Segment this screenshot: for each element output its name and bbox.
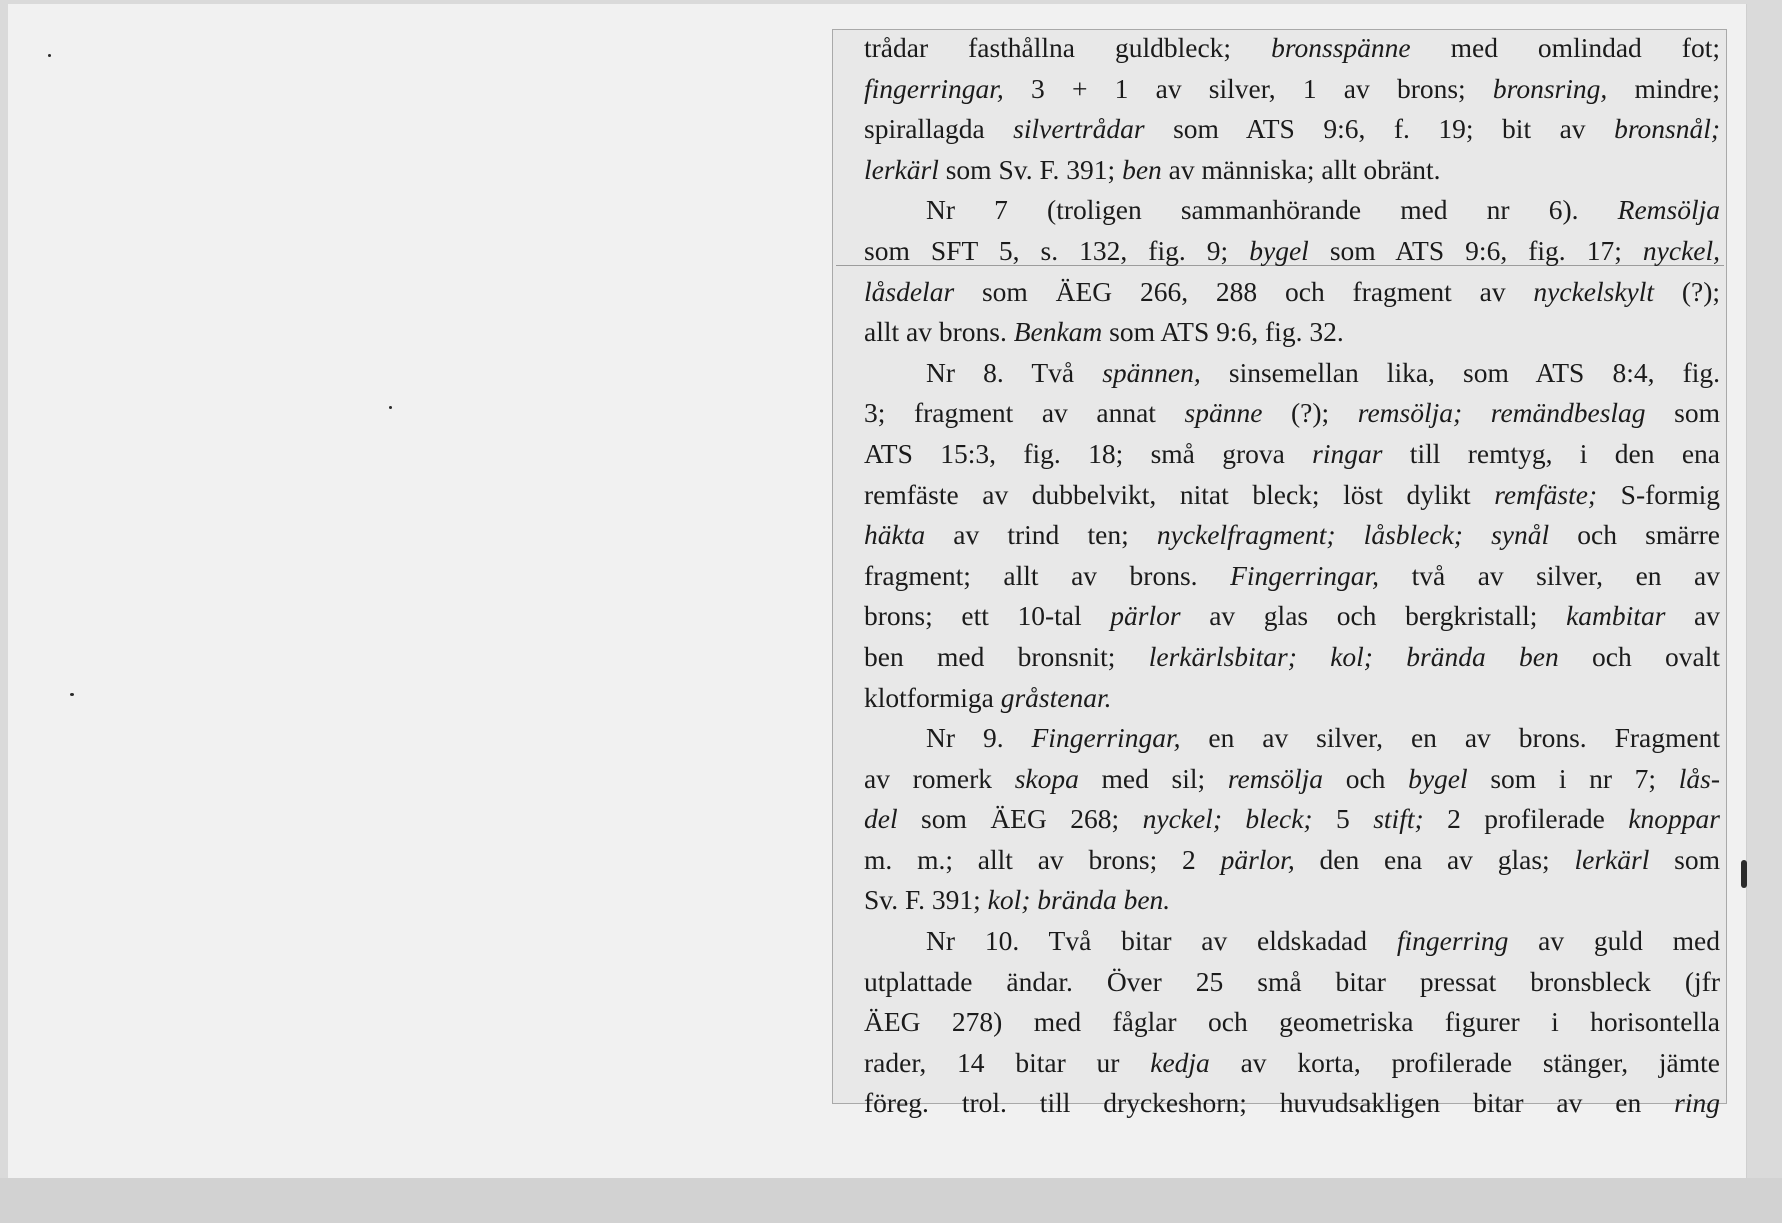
text-run: Nr 9. (926, 722, 1032, 754)
italic-term: bronsring, (1492, 72, 1608, 104)
italic-term: lerkärl (1574, 843, 1650, 875)
italic-term: bronsnål; (1614, 113, 1721, 145)
italic-term: fingerringar, (864, 72, 1004, 104)
text-line (864, 109, 1720, 150)
text-run: som ATS 9:6, fig. 17; (1308, 234, 1643, 266)
text-run: till remtyg, i den ena (1382, 437, 1720, 469)
italic-term: remfäste; (1494, 478, 1598, 510)
italic-term: ringar (1312, 437, 1383, 469)
italic-term: bygel (1249, 234, 1309, 266)
text-run: som ATS 9:6, fig. 32. (1102, 316, 1344, 348)
text-line (864, 190, 1720, 231)
text-line (864, 353, 1720, 394)
italic-term: silvertrådar (1013, 113, 1145, 145)
text-run: en av silver, en av brons. Fragment (1180, 722, 1720, 754)
text-run: och (1323, 762, 1409, 794)
text-line (864, 231, 1720, 272)
italic-term: fingerring (1396, 925, 1509, 957)
text-run: Nr 8. Två (926, 356, 1103, 388)
text-line (864, 475, 1720, 516)
text-run: mindre; (1607, 72, 1720, 104)
italic-term: bronsspänne (1271, 32, 1411, 63)
text-line (864, 556, 1720, 597)
italic-term: ben (1122, 153, 1162, 185)
text-run: Sv. F. 391; (864, 884, 988, 916)
text-run: klotformiga (864, 681, 1001, 713)
italic-term: Fingerringar, (1230, 559, 1380, 591)
text-run: remfäste av dubbelvikt, nitat bleck; löst dylikt (864, 478, 1495, 510)
text-run: Nr 10. Två bitar av eldskadad (926, 925, 1397, 957)
text-line (864, 962, 1720, 1003)
text-run: med omlindad fot; (1410, 32, 1720, 63)
text-run: (?); (1654, 275, 1721, 307)
ink-speck (70, 693, 74, 696)
ink-speck (1741, 860, 1747, 888)
text-run: brons; ett 10-tal (864, 600, 1111, 632)
text-run: som (1645, 397, 1720, 429)
text-run: S-formig (1597, 478, 1720, 510)
text-run: trådar fasthållna guldbleck; (864, 32, 1272, 63)
text-run: fragment; allt av brons. (864, 559, 1231, 591)
text-run: rader, 14 bitar ur (864, 1046, 1151, 1078)
text-line (864, 1083, 1720, 1124)
italic-term: häkta (864, 519, 926, 551)
text-line (864, 69, 1720, 110)
text-run: av glas och bergkristall; (1180, 600, 1567, 632)
italic-term: remsölja (1227, 762, 1324, 794)
italic-term: Fingerringar, (1031, 722, 1181, 754)
italic-term: spänne (1184, 397, 1263, 429)
text-run: ATS 15:3, fig. 18; små grova (864, 437, 1313, 469)
text-run: som ÄEG 268; (897, 803, 1143, 835)
text-run: av korta, profilerade stänger, jämte (1209, 1046, 1720, 1078)
text-run: av guld med (1508, 925, 1720, 957)
italic-term: kedja (1150, 1046, 1210, 1078)
ink-speck (389, 406, 392, 409)
text-line (864, 840, 1720, 881)
text-run: 5 (1312, 803, 1374, 835)
text-run: 2 profilerade (1423, 803, 1629, 835)
text-line (864, 880, 1720, 921)
text-run: m. m.; allt av brons; 2 (864, 843, 1221, 875)
text-line (864, 921, 1720, 962)
text-run: allt av brons. (864, 316, 1014, 348)
text-run: som Sv. F. 391; (938, 153, 1123, 185)
text-run: (?); (1262, 397, 1358, 429)
text-run: av (1665, 600, 1720, 632)
italic-term: kambitar (1566, 600, 1666, 632)
catalog-text (864, 28, 1720, 1124)
text-run: av trind ten; (925, 519, 1157, 551)
italic-term: stift; (1373, 803, 1424, 835)
text-run: av romerk (864, 762, 1015, 794)
text-run: föreg. trol. till dryckeshorn; huvudsakligen bitar av en (864, 1087, 1675, 1119)
italic-term: lerkärl (864, 153, 939, 185)
text-run: Nr 7 (troligen sammanhörande med nr 6). (926, 194, 1618, 226)
text-line (864, 150, 1720, 191)
text-line (864, 393, 1720, 434)
text-line (864, 718, 1720, 759)
text-line (864, 799, 1720, 840)
text-run: med sil; (1078, 762, 1228, 794)
text-run: 3 + 1 av silver, 1 av brons; (1003, 72, 1493, 104)
text-run: utplattade ändar. Över 25 små bitar pressat bronsbleck (jfr (864, 965, 1720, 997)
italic-term: nyckel, (1642, 234, 1721, 266)
text-run: den ena av glas; (1294, 843, 1575, 875)
text-run: 3; fragment av annat (864, 397, 1185, 429)
text-run: ben med bronsnit; (864, 640, 1149, 672)
italic-term: ring (1674, 1087, 1720, 1119)
text-run: som SFT 5, s. 132, fig. 9; (864, 234, 1250, 266)
text-run: som (1649, 843, 1720, 875)
text-line (864, 759, 1720, 800)
italic-term: Benkam (1013, 316, 1103, 348)
italic-term: kol; brända ben. (987, 884, 1171, 916)
text-run: som ÄEG 266, 288 och fragment av (954, 275, 1534, 307)
text-run: spirallagda (864, 113, 1014, 145)
italic-term: lerkärlsbitar; kol; brända ben (1148, 640, 1559, 672)
text-line (864, 1002, 1720, 1043)
text-line (864, 272, 1720, 313)
italic-term: nyckelfragment; låsbleck; synål (1156, 519, 1550, 551)
italic-term: Remsölja (1617, 194, 1720, 226)
italic-term: skopa (1014, 762, 1079, 794)
text-run: ÄEG 278) med fåglar och geometriska figurer i horisontella (864, 1006, 1720, 1038)
text-run: som ATS 9:6, f. 19; bit av (1144, 113, 1615, 145)
text-run: två av silver, en av (1379, 559, 1721, 591)
italic-term: knoppar (1628, 803, 1720, 835)
italic-term: del (864, 803, 898, 835)
italic-term: pärlor (1110, 600, 1181, 632)
text-line (864, 1043, 1720, 1084)
text-line (864, 678, 1720, 719)
italic-term: lås- (1678, 762, 1720, 794)
text-line (864, 637, 1720, 678)
text-line (864, 28, 1720, 69)
ink-speck (48, 54, 51, 57)
text-run: sinsemellan lika, som ATS 8:4, fig. (1200, 356, 1720, 388)
text-run: och smärre (1549, 519, 1720, 551)
text-line (864, 515, 1720, 556)
text-run: som i nr 7; (1467, 762, 1679, 794)
text-line (864, 596, 1720, 637)
text-line (864, 434, 1720, 475)
italic-term: nyckelskylt (1533, 275, 1655, 307)
text-run: av människa; allt obränt. (1161, 153, 1441, 185)
italic-term: nyckel; bleck; (1142, 803, 1313, 835)
italic-term: bygel (1408, 762, 1468, 794)
italic-term: remsölja; remändbeslag (1357, 397, 1646, 429)
text-run: och ovalt (1558, 640, 1720, 672)
italic-term: gråstenar. (1000, 681, 1112, 713)
text-line (864, 312, 1720, 353)
italic-term: låsdelar (864, 275, 955, 307)
scan-background (0, 1178, 1782, 1223)
italic-term: pärlor, (1220, 843, 1295, 875)
italic-term: spännen, (1102, 356, 1201, 388)
